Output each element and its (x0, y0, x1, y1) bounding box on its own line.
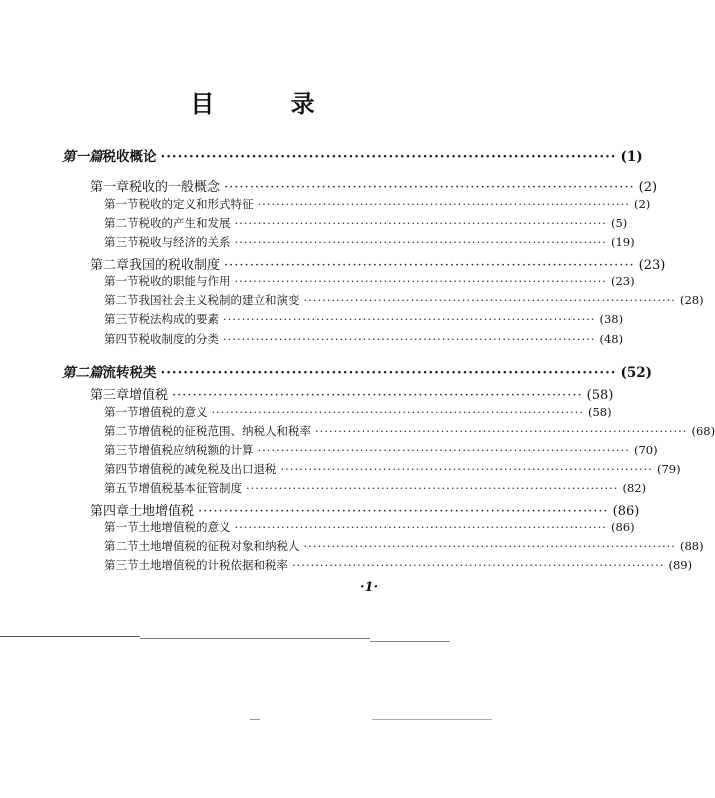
toc-entry-section[interactable] (104, 234, 635, 250)
toc-entry-section[interactable] (104, 196, 651, 212)
toc-entry-number: 第一节 (104, 274, 139, 288)
page-folio: ·1· (360, 580, 379, 595)
toc-page-number: (58) (586, 388, 614, 403)
toc-entry-number: 第一节 (104, 405, 139, 419)
toc-entry-label: 增值税的意义 (138, 405, 208, 419)
toc-entry-section[interactable] (104, 519, 635, 535)
scan-artifact-line (370, 641, 450, 642)
toc-entry-label: 我国的税收制度 (129, 258, 221, 273)
toc-entry-number: 第三章 (90, 388, 130, 403)
toc-entry-number: 第四节 (104, 462, 139, 476)
toc-entry-section[interactable] (104, 557, 693, 573)
toc-leader-dots: ················································································ (198, 504, 609, 519)
toc-entry-section[interactable] (104, 215, 628, 231)
toc-entry-section[interactable] (104, 404, 612, 420)
toc-entry-label: 增值税应纳税额的计算 (138, 443, 254, 457)
toc-page-number: (48) (599, 332, 624, 346)
toc-leader-dots: ················································································ (303, 293, 676, 307)
toc-entry-number: 第二章 (90, 258, 130, 273)
toc-leader-dots: ················································································ (292, 558, 665, 572)
toc-entry-number: 第一节 (104, 197, 139, 211)
toc-entry-number: 第五节 (104, 481, 139, 495)
toc-entry-label: 税收的职能与作用 (138, 274, 231, 288)
toc-leader-dots: ················································································ (257, 443, 630, 457)
toc-entry-label: 土地增值税的计税依据和税率 (138, 558, 288, 572)
toc-entry-section[interactable] (104, 461, 681, 477)
toc-entry-number: 第一节 (104, 520, 139, 534)
toc-leader-dots: ················································································ (234, 216, 607, 230)
toc-entry-section[interactable] (104, 331, 624, 347)
toc-page-number: (2) (638, 180, 658, 195)
toc-page-number: (70) (633, 443, 658, 457)
toc-entry-chapter[interactable] (90, 500, 640, 519)
scan-artifact-line (250, 719, 260, 720)
toc-entry-section[interactable] (104, 538, 704, 554)
toc-leader-dots: ················································································ (224, 180, 635, 195)
toc-entry-label: 我国社会主义税制的建立和演变 (138, 293, 300, 307)
toc-entry-number: 第二篇 (62, 365, 103, 381)
toc-entry-label: 税法构成的要素 (138, 312, 219, 326)
toc-page-number: (68) (691, 424, 715, 438)
toc-leader-dots: ················································································ (223, 312, 596, 326)
toc-entry-label: 增值税基本征管制度 (138, 481, 242, 495)
toc-page-number: (86) (612, 504, 640, 519)
scan-artifact-line (140, 638, 370, 639)
toc-entry-number: 第二节 (104, 539, 139, 553)
toc-page-number: (2) (633, 197, 651, 211)
toc-entry-part[interactable] (62, 145, 643, 165)
toc-entry-number: 第三节 (104, 558, 139, 572)
toc-entry-label: 税收的定义和形式特征 (138, 197, 254, 211)
toc-page-number: (58) (587, 405, 612, 419)
scan-artifact-line (0, 636, 140, 637)
toc-entry-chapter[interactable] (90, 254, 666, 273)
toc-leader-dots: ················································································ (172, 388, 583, 403)
toc-entry-number: 第二节 (104, 216, 139, 230)
toc-page-number: (79) (656, 462, 681, 476)
toc-leader-dots: ················································································ (223, 332, 596, 346)
toc-leader-dots: ················································································ (160, 149, 617, 165)
toc-leader-dots: ················································································ (257, 197, 630, 211)
toc-entry-label: 增值税的减免税及出口退税 (138, 462, 277, 476)
toc-page-number: (52) (620, 365, 653, 381)
toc-leader-dots: ················································································ (211, 405, 584, 419)
toc-page-number: (38) (599, 312, 624, 326)
toc-entry-number: 第一篇 (62, 149, 103, 165)
toc-leader-dots: ················································································ (234, 274, 607, 288)
scan-artifact-line (372, 719, 492, 720)
toc-entry-number: 第一章 (90, 180, 130, 195)
toc-entry-number: 第四章 (90, 504, 130, 519)
page-title: 目 录 (190, 90, 349, 118)
toc-entry-section[interactable] (104, 423, 715, 439)
toc-page-number: (89) (668, 558, 693, 572)
toc-entry-number: 第三节 (104, 443, 139, 457)
toc-entry-label: 增值税 (129, 388, 169, 403)
toc-entry-label: 税收制度的分类 (138, 332, 219, 346)
toc-entry-section[interactable] (104, 273, 635, 289)
toc-page-number: (19) (610, 235, 635, 249)
toc-entry-section[interactable] (104, 311, 624, 327)
toc-entry-label: 土地增值税 (129, 504, 195, 519)
toc-entry-number: 第二节 (104, 424, 139, 438)
toc-entry-label: 土地增值税的意义 (138, 520, 231, 534)
toc-entry-label: 税收的产生和发展 (138, 216, 231, 230)
toc-entry-label: 税收概论 (102, 149, 157, 165)
toc-entry-label: 税收与经济的关系 (138, 235, 231, 249)
toc-entry-number: 第四节 (104, 332, 139, 346)
toc-leader-dots: ················································································ (280, 462, 653, 476)
toc-leader-dots: ················································································ (303, 539, 676, 553)
toc-leader-dots: ················································································ (315, 424, 688, 438)
toc-page-number: (28) (679, 293, 704, 307)
toc-page-number: (82) (622, 481, 647, 495)
toc-page-number: (88) (679, 539, 704, 553)
toc-entry-number: 第三节 (104, 235, 139, 249)
toc-entry-chapter[interactable] (90, 384, 614, 403)
toc-entry-number: 第三节 (104, 312, 139, 326)
toc-page-number: (5) (610, 216, 628, 230)
toc-entry-part[interactable] (62, 361, 653, 381)
toc-entry-label: 土地增值税的征税对象和纳税人 (138, 539, 300, 553)
toc-entry-section[interactable] (104, 442, 658, 458)
toc-entry-label: 税收的一般概念 (129, 180, 221, 195)
toc-page-number: (1) (620, 149, 643, 165)
toc-leader-dots: ················································································ (246, 481, 619, 495)
toc-entry-section[interactable] (104, 292, 704, 308)
toc-leader-dots: ················································································ (160, 365, 617, 381)
toc-leader-dots: ················································································ (234, 520, 607, 534)
toc-page-number: (86) (610, 520, 635, 534)
toc-leader-dots: ················································································ (234, 235, 607, 249)
toc-entry-label: 增值税的征税范围、纳税人和税率 (138, 424, 311, 438)
toc-page-number: (23) (638, 258, 666, 273)
toc-entry-number: 第二节 (104, 293, 139, 307)
toc-page-number: (23) (610, 274, 635, 288)
toc-leader-dots: ················································································ (224, 258, 635, 273)
toc-entry-chapter[interactable] (90, 176, 658, 195)
toc-entry-label: 流转税类 (102, 365, 157, 381)
toc-entry-section[interactable] (104, 480, 647, 496)
